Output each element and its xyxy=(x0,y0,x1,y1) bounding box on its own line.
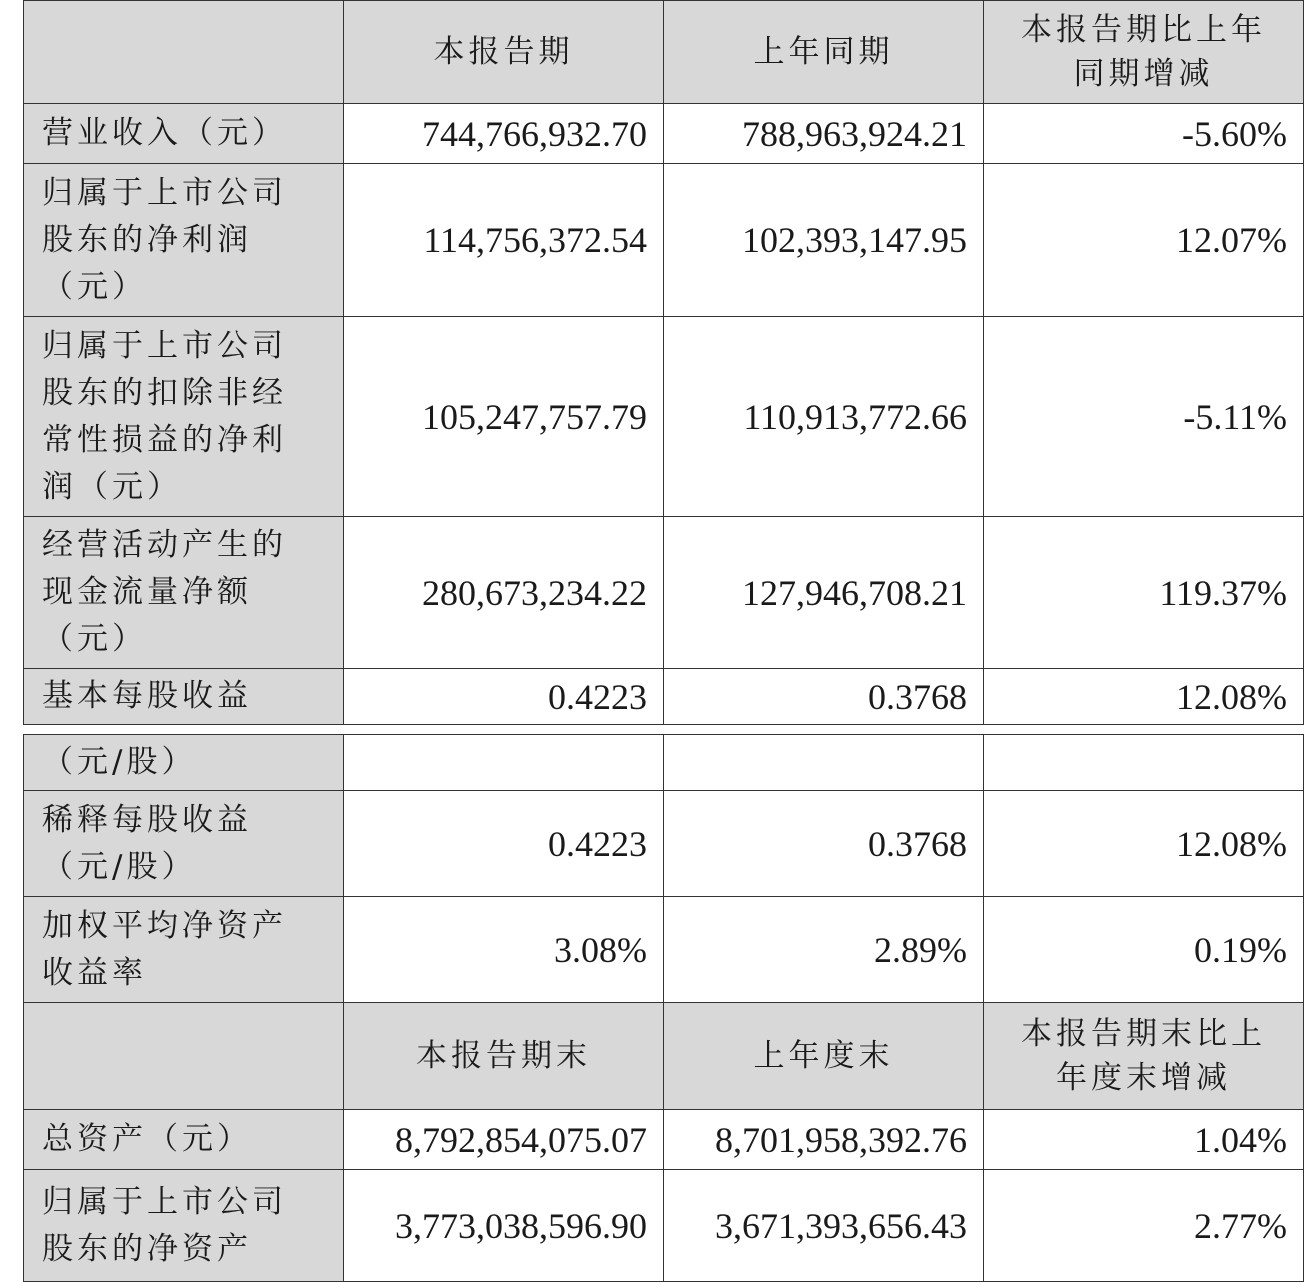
cell-change: 12.08% xyxy=(984,669,1304,725)
financial-table-part2 xyxy=(23,734,1304,1282)
cell-current: 114,756,372.54 xyxy=(344,164,664,317)
cell-change: 119.37% xyxy=(984,517,1304,669)
row-label: 基本每股收益 xyxy=(24,669,344,725)
header-cell-label xyxy=(24,1003,344,1110)
cell-current: 3,773,038,596.90 xyxy=(344,1170,664,1282)
row-label: 归属于上市公司 股东的净资产 xyxy=(24,1170,344,1282)
row-label: 归属于上市公司 股东的净利润 （元） xyxy=(24,164,344,317)
table-row xyxy=(24,104,1304,164)
cell-change: 2.77% xyxy=(984,1170,1304,1282)
cell-prior xyxy=(664,735,984,791)
cell-prior: 0.3768 xyxy=(664,791,984,897)
table-row xyxy=(24,1110,1304,1170)
cell-current xyxy=(344,735,664,791)
header-cell-prior-period: 上年同期 xyxy=(664,1,984,104)
cell-change: -5.11% xyxy=(984,317,1304,517)
cell-current: 744,766,932.70 xyxy=(344,104,664,164)
header-cell-prior-year-end: 上年度末 xyxy=(664,1003,984,1110)
row-label: 总资产（元） xyxy=(24,1110,344,1170)
row-label: 营业收入（元） xyxy=(24,104,344,164)
header-row xyxy=(24,1,1304,104)
cell-change: 12.08% xyxy=(984,791,1304,897)
table-row xyxy=(24,1170,1304,1282)
header-cell-current-period-end: 本报告期末 xyxy=(344,1003,664,1110)
header-cell-change: 本报告期末比上 年度末增减 xyxy=(984,1003,1304,1110)
cell-prior: 2.89% xyxy=(664,897,984,1003)
cell-current: 0.4223 xyxy=(344,669,664,725)
cell-prior: 127,946,708.21 xyxy=(664,517,984,669)
row-label: 稀释每股收益 （元/股） xyxy=(24,791,344,897)
cell-change: 0.19% xyxy=(984,897,1304,1003)
cell-prior: 788,963,924.21 xyxy=(664,104,984,164)
table-row-continuation xyxy=(24,735,1304,791)
cell-current: 280,673,234.22 xyxy=(344,517,664,669)
cell-change: -5.60% xyxy=(984,104,1304,164)
cell-prior: 8,701,958,392.76 xyxy=(664,1110,984,1170)
cell-change xyxy=(984,735,1304,791)
table-row xyxy=(24,897,1304,1003)
cell-current: 0.4223 xyxy=(344,791,664,897)
header-cell-change: 本报告期比上年 同期增减 xyxy=(984,1,1304,104)
cell-current: 8,792,854,075.07 xyxy=(344,1110,664,1170)
row-label: 经营活动产生的 现金流量净额 （元） xyxy=(24,517,344,669)
table-row xyxy=(24,317,1304,517)
cell-current: 105,247,757.79 xyxy=(344,317,664,517)
row-label: 归属于上市公司 股东的扣除非经 常性损益的净利 润（元） xyxy=(24,317,344,517)
cell-prior: 0.3768 xyxy=(664,669,984,725)
header-cell-label xyxy=(24,1,344,104)
table-row xyxy=(24,164,1304,317)
header-row-period-end xyxy=(24,1003,1304,1110)
table-row xyxy=(24,669,1304,725)
row-label: 加权平均净资产 收益率 xyxy=(24,897,344,1003)
header-cell-current-period: 本报告期 xyxy=(344,1,664,104)
cell-prior: 102,393,147.95 xyxy=(664,164,984,317)
cell-prior: 110,913,772.66 xyxy=(664,317,984,517)
financial-table-part1 xyxy=(23,0,1304,725)
cell-prior: 3,671,393,656.43 xyxy=(664,1170,984,1282)
table-row xyxy=(24,517,1304,669)
cell-change: 12.07% xyxy=(984,164,1304,317)
cell-current: 3.08% xyxy=(344,897,664,1003)
table-row xyxy=(24,791,1304,897)
cell-change: 1.04% xyxy=(984,1110,1304,1170)
row-label-continuation: （元/股） xyxy=(24,735,344,791)
